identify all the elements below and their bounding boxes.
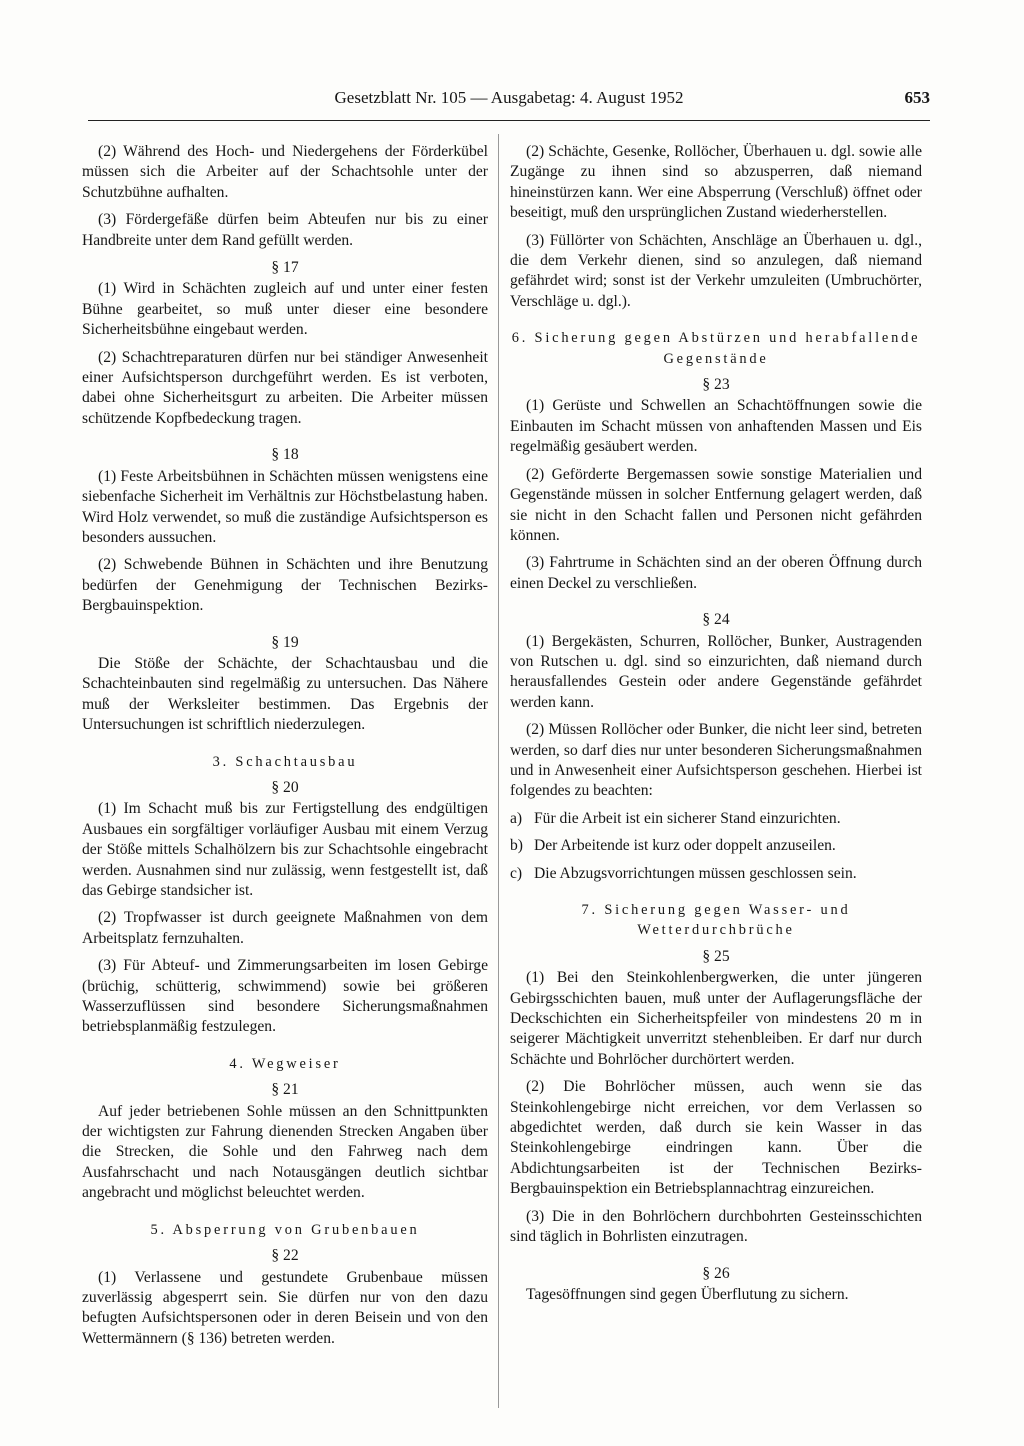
paragraph: (3) Fördergefäße dürfen beim Abteufen nur bis zu einer Handbreite unter dem Rand gefüllt werden. <box>82 211 488 249</box>
paragraph: (2) Schwebende Bühnen in Schächten und ihre Benutzung bedürfen der Genehmigung der Technischen Bezirks-Bergbauinspektion. <box>82 556 488 615</box>
paragraph: (3) Füllörter von Schächten, Anschläge an Überhauen u. dgl., die dem Verkehr dienen, sind so anzulegen, daß niemand gefährdet wird; sonst ist der Verkehr umzuleiten (Umbruchörter, Verschläge u. dgl.). <box>510 231 922 310</box>
paragraph: (2) Schächte, Gesenke, Rollöcher, Überhauen u. dgl. sowie alle Zugänge zu ihnen sind so abzusperren, daß niemand hineinstürzen kann. Wer eine Absperrung (Verschluß) öffnet oder beseitigt, muß den ursprünglichen Zustand wiederherstellen. <box>510 143 922 222</box>
chapter-heading: 7. Sicherung gegen Wasser- und Wetterdurchbrüche <box>581 902 851 939</box>
paragraph: Auf jeder betriebenen Sohle müssen an den Schnittpunkten der wichtigsten zur Fahrung dienenden Strecken Angaben über die Strecken, die Sohle und den Fahrweg nach dem Ausfahrschacht und nach Notausgängen deutlich sichtbar angebracht und möglichst beleuchtet werden. <box>82 1102 488 1202</box>
section-number: § 26 <box>702 1264 730 1282</box>
paragraph: (1) Verlassene und gestundete Grubenbaue müssen zuverlässig abgesperrt sein. Sie dürfen nur von den dazu befugten Aufsichtspersonen oder in deren Beisein und von den Wettermännern (§ 136) betreten werden. <box>82 1268 488 1347</box>
list-text: Die Abzugsvorrichtungen müssen geschlossen sein. <box>534 864 857 882</box>
chapter-heading: 4. Wegweiser <box>229 1055 341 1072</box>
section-number: § 18 <box>271 446 299 464</box>
paragraph: (3) Die in den Bohrlöchern durchbohrten Gesteinsschichten sind täglich in Bohrlisten einzutragen. <box>510 1207 922 1246</box>
header-title: Gesetzblatt Nr. 105 — Ausgabetag: 4. August 1952 <box>334 88 684 107</box>
column-divider <box>498 134 499 1408</box>
paragraph: (1) Feste Arbeitsbühnen in Schächten müssen wenigstens eine siebenfache Sicherheit im Verhältnis zur Höchstbelastung haben. Wird Holz verwendet, so muß die zuständige Aufsichtsperson es besonders aussuchen. <box>82 467 488 546</box>
section-number: § 17 <box>271 259 299 277</box>
list-text: Für die Arbeit ist ein sicherer Stand einzurichten. <box>534 809 841 827</box>
paragraph: (1) Bergekästen, Schurren, Rollöcher, Bunker, Austragenden von Rutschen u. dgl. sind so einzurichten, daß niemand durch herausfallendes Gestein oder andere Gegenstände gefährdet werden kann. <box>510 632 922 711</box>
section-number: § 22 <box>271 1247 299 1265</box>
list-item <box>510 809 922 829</box>
list-marker: a) <box>510 809 523 827</box>
list-item <box>510 836 922 856</box>
chapter-heading: 5. Absperrung von Grubenbauen <box>150 1221 420 1238</box>
paragraph: (1) Bei den Steinkohlenbergwerken, die unter jüngeren Gebirgsschichten bauen, muß unter der Auflagerungsfläche der Deckschichten ein Sicherheitspfeiler von mindestens 20 m in seigerer Mächtigkeit unverritzt stehenbleiben. Er darf nur durch Schächte und Bohrlöcher durchörtert werden. <box>510 969 922 1068</box>
paragraph: (2) Die Bohrlöcher müssen, auch wenn sie das Steinkohlengebirge nicht erreichen, vor dem Verlassen so abgedichtet werden, daß durch sie kein Wasser in das Steinkohlengebirge eindringen kann. Über die Abdichtungsarbeiten ist der Technischen Bezirks-Bergbauinspektion ein Betriebsplannachtrag einzureichen. <box>510 1078 922 1198</box>
paragraph: (1) Im Schacht muß bis zur Fertigstellung des endgültigen Ausbaues ein sorgfältiger vorläufiger Ausbau mit einem Verzug der Stöße mittels Schalhölzern bis zur Schachtsohle eingebracht werden. Ausnahmen sind nur zulässig, wenn festgestellt ist, daß das Gebirge standsicher ist. <box>82 800 488 899</box>
list-text: Der Arbeitende ist kurz oder doppelt anzuseilen. <box>534 837 836 855</box>
paragraph: (3) Fahrtrume in Schächten sind an der oberen Öffnung durch einen Deckel zu verschließen. <box>510 554 922 592</box>
chapter-heading: 3. Schachtausbau <box>212 753 358 770</box>
section-number: § 24 <box>702 611 730 629</box>
paragraph: (2) Geförderte Bergemassen sowie sonstige Materialien und Gegenstände müssen in solcher Entfernung gelagert werden, daß sie nicht in den Schacht fallen und Personen nicht gefährden können. <box>510 465 922 544</box>
section-number: § 25 <box>702 947 730 965</box>
paragraph: (1) Gerüste und Schwellen an Schachtöffnungen sowie die Einbauten im Schacht müssen von anhaftenden Massen und Eis regelmäßig gesäubert werden. <box>510 397 922 456</box>
paragraph: (2) Schachtreparaturen dürfen nur bei ständiger Anwesenheit einer Aufsichtsperson durchgeführt werden. Es ist verboten, dabei ohne Sicherheitsgurt zu arbeiten. Die Arbeiter müssen schützende Kopfbedeckung tragen. <box>82 348 488 427</box>
paragraph: (2) Tropfwasser ist durch geeignete Maßnahmen von dem Arbeitsplatz fernzuhalten. <box>82 909 488 947</box>
paragraph: (2) Müssen Rollöcher oder Bunker, die nicht leer sind, betreten werden, so darf dies nur unter besonderen Sicherungsmaßnahmen und in Anwesenheit einer Aufsichtsperson geschehen. Hierbei ist folgendes zu beachten: <box>510 721 922 800</box>
list-marker: b) <box>510 837 523 855</box>
left-column <box>82 142 488 1356</box>
page-number: 653 <box>904 88 930 107</box>
list-item <box>510 864 922 884</box>
section-number: § 21 <box>271 1081 299 1099</box>
right-column <box>510 142 922 1312</box>
chapter-heading: 6. Sicherung gegen Abstürzen und herabfallende Gegenstände <box>511 330 921 367</box>
list-marker: c) <box>510 864 523 882</box>
paragraph: (1) Wird in Schächten zugleich auf und unter einer festen Bühne gearbeitet, so muß unter dieser eine besondere Sicherheitsbühne eingebaut werden. <box>82 280 488 339</box>
paragraph: Die Stöße der Schächte, der Schachtausbau und die Schachteinbauten sind regelmäßig zu untersuchen. Das Nähere muß der Werksleiter bestimmen. Das Ergebnis der Untersuchungen ist schriftlich niederzulegen. <box>82 654 488 734</box>
paragraph: Tagesöffnungen sind gegen Überflutung zu sichern. <box>526 1285 849 1303</box>
paragraph: (3) Für Abteuf- und Zimmerungsarbeiten im losen Gebirge (brüchig, schütterig, schwimmend) sowie bei größeren Wasserzuflüssen sind besondere Sicherungsmaßnahmen betriebsplanmäßig festzulegen. <box>82 957 488 1036</box>
page-header <box>88 84 930 121</box>
paragraph: (2) Während des Hoch- und Niedergehens der Förderkübel müssen sich die Arbeiter auf der Schachtsohle unter der Schutzbühne aufhalten. <box>82 143 488 201</box>
section-number: § 20 <box>271 778 299 796</box>
section-number: § 19 <box>271 633 299 651</box>
section-number: § 23 <box>702 376 730 394</box>
